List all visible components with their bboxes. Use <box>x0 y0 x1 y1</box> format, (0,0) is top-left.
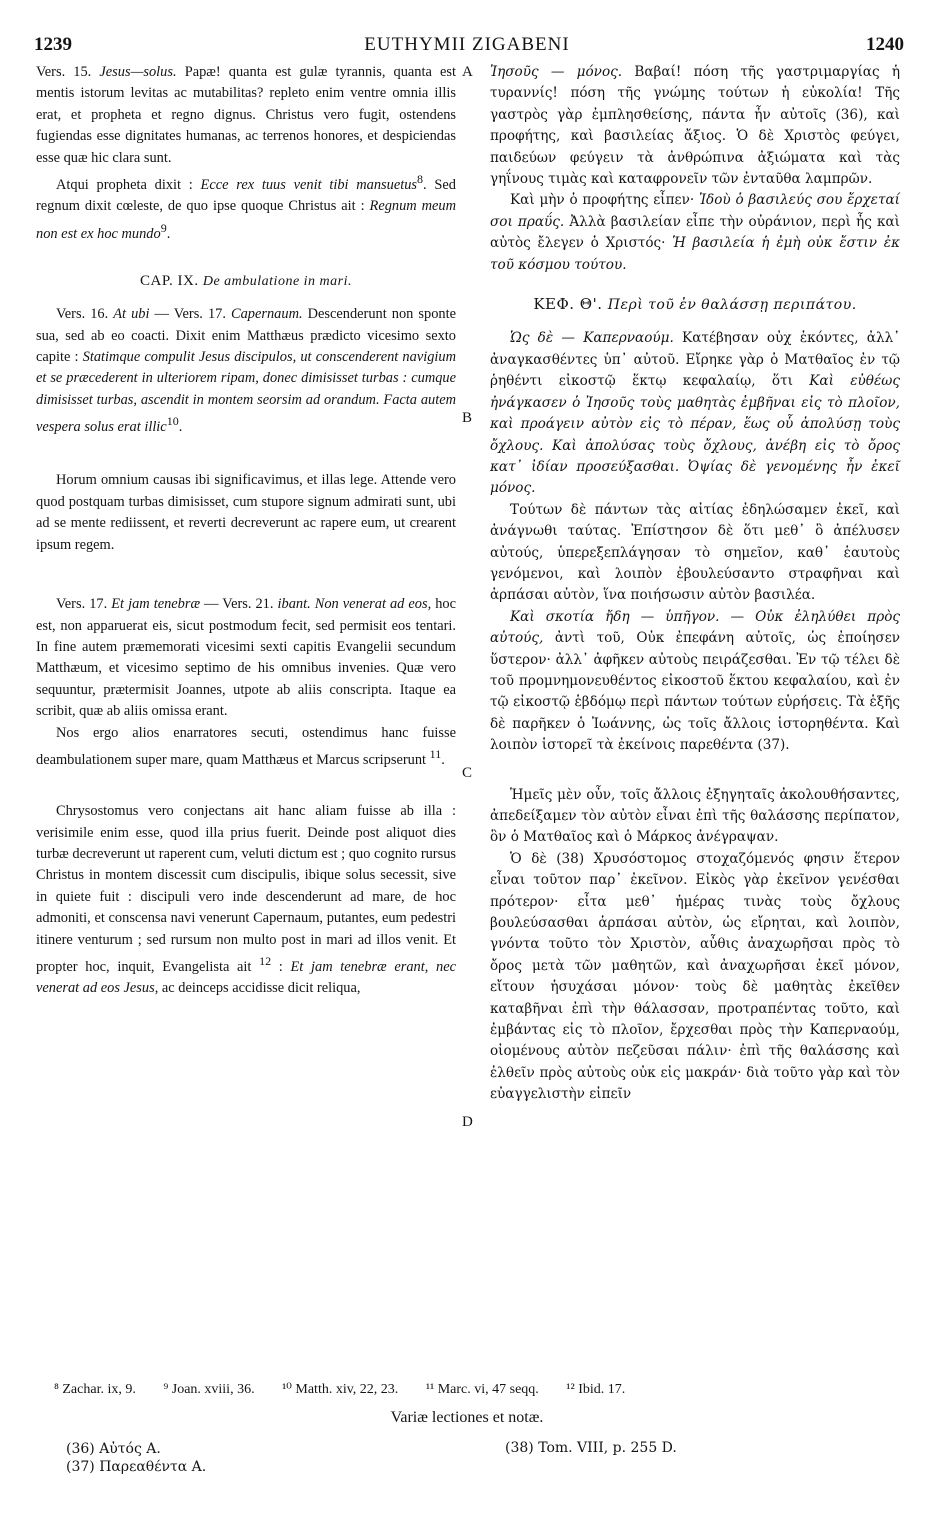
margin-mark-b: B <box>462 410 473 426</box>
lemma: Et jam tenebræ <box>111 596 201 613</box>
greek-paragraph-7 <box>490 849 900 1106</box>
greek-paragraph-6 <box>490 785 900 849</box>
footnote-ref: 9 <box>160 220 167 235</box>
greek-paragraph-5 <box>490 607 900 757</box>
footnote: ¹² Ibid. 17. <box>566 1382 626 1397</box>
footnotes <box>54 1381 904 1398</box>
paragraph-text: Ἡμεῖς μὲν οὖν, τοῖς ἄλλοις ἐξηγηταῖς ἀκολουθήσαντες, ἀπεδείξαμεν τὸν αὐτὸν εἶναι ἐπὶ τῆς θαλάσσης περίπατον, ὃν ὁ Ματθαῖος καὶ ὁ Μάρκος ἀνέγραψαν. <box>490 786 900 846</box>
greek-column <box>490 62 900 1106</box>
greek-paragraph-2 <box>490 190 900 276</box>
lemma: ibant. <box>277 596 311 613</box>
greek-paragraph-3 <box>490 328 900 499</box>
lemma: Jesus—solus. <box>99 64 177 80</box>
margin-mark-a: A <box>462 64 473 80</box>
quotation: Statimque compulit Jesus discipulos, ut conscenderent navigium et se præcederent in ulteriorem ripam, donec dimisisset turbas : cumque dimisisset turbas, ascendit in montem seorsim ad orandum. Facta autem vespera solus erat illic <box>36 349 456 436</box>
paragraph-text: hoc est, non apparuerat eis, sicut postmodum fecit, sed permisit eos tentari. In fine autem præmemorati vicesimi sexti capitis Evangelii secundum Matthæum, et vicesimo septimo de his omnibus invenies. Quæ vero sequuntur, prætermisit Joannes, utpote ab aliis conscripta. Itaque ea scribit, quæ ab aliis omissa erant. <box>36 596 457 720</box>
footnote-ref: 8 <box>417 172 424 187</box>
punctuation: : <box>271 958 283 975</box>
variant-notes-left <box>66 1440 206 1476</box>
margin-mark-d: D <box>462 1114 473 1130</box>
chapter-title: Περὶ τοῦ ἐν θαλάσσῃ περιπάτου. <box>607 297 857 314</box>
verse-ref: Vers. 17. <box>56 596 108 613</box>
footnote-ref: 11 <box>429 746 442 761</box>
dash: — <box>154 306 169 323</box>
latin-paragraph-6 <box>36 723 456 772</box>
latin-paragraph-4 <box>36 470 456 556</box>
paragraph-text: Atqui propheta dixit : <box>56 176 193 193</box>
paragraph-text: ἀντὶ τοῦ, Οὐκ ἐπεφάνη αὐτοῖς, ὡς ἐποίησεν ὕστερον· ἀλλ᾽ ἀφῆκεν αὐτοὺς πειράζεσθαι. Ἐν τῷ τέλει δὲ τοῦ προμνημονευθέντος εἰκοστοῦ ἕκτου κεφαλαίου, καὶ ἐν τῷ εἰκοστῷ ἑβδόμῳ περὶ πάντων τούτων εὑρήσεις. Τὰ ἑξῆς δὲ παρῆκεν ὁ Ἰωάννης, ὡς τοῖς ἄλλοις ἱστορηθέντα. Καὶ λοιπὸν ἱστορεῖ τὰ ἐκείνοις παρεθέντα (37). <box>490 630 901 754</box>
variae-lectiones-title: Variæ lectiones et notæ. <box>390 1409 544 1426</box>
chapter-title: De ambulatione in mari. <box>202 273 352 289</box>
lemma: At ubi <box>113 306 150 323</box>
quotation: Regnum meum non est ex hoc mundo <box>36 198 456 242</box>
paragraph-text: Ὁ δὲ (38) Χρυσόστομος στοχαζόμενός φησιν ἕτερον εἶναι τοῦτον παρ᾽ ἐκεῖνον. Εἰκὸς γὰρ ἐκεῖνον γενέσθαι πρότερον· εἶτα μεθ᾽ ἡμέρας τινὰς τοὺς ὄχλους βουλεύσασθαι ἁρπάσαι αὐτὸν, ὡς εἴρηται, καὶ λοιπὸν, γνόντα τοῦτο τὸν Χριστὸν, αὖθις ἀναχωρῆσαι πρὸς τὸ ὄρος μετὰ τῶν μαθητῶν, καὶ ἀναχωρῆσαι ἐκεῖ μόνον, εἴτουν ἡσυχάσαι μόνον· τοὺς δὲ μαθητὰς ἐκεῖθεν καταβῆναι ἐπὶ τὴν θάλασσαν, προτραπέντας τοῦτο, καὶ ἐμβάντας εἰς τὸ πλοῖον, ἔρχεσθαι πρὸς τὴν Καπερναούμ, οἰομένους αὐτὸν πεζεῦσαι πάλιν· ἐπὶ τῆς θαλάσσης καὶ ἐλθεῖν πρὸς αὐτοὺς οὐκ εἰς μακράν· διὰ τοῦτο γὰρ καὶ τὸν εὐαγγελιστὴν εἰπεῖν <box>490 850 900 1103</box>
greek-paragraph-4 <box>490 500 900 607</box>
variant-note: (37) Παρεαθέντα A. <box>66 1459 207 1475</box>
punctuation: . <box>441 751 445 768</box>
page-number-right: 1240 <box>866 34 904 55</box>
latin-paragraph-7 <box>36 801 456 999</box>
verse-ref: Vers. 16. <box>56 306 109 323</box>
paragraph-text: Κατέβησαν οὐχ ἑκόντες, ἀλλ᾽ ἀναγκασθέντες ὑπ᾽ αὐτοῦ. Εἴρηκε γὰρ ὁ Ματθαῖος ἐν τῷ ῥηθέντι εἰκοστῷ ἕκτῳ κεφαλαίῳ, ὅτι <box>490 330 900 390</box>
latin-paragraph-5 <box>36 594 456 722</box>
greek-paragraph-1 <box>490 62 900 190</box>
verse-ref: Vers. 21. <box>222 596 274 613</box>
punctuation: . <box>178 419 183 436</box>
quotation: Ἡ βασιλεία ἡ ἐμὴ οὐκ ἔστιν ἐκ τοῦ κόσμου τούτου. <box>490 235 900 273</box>
chapter-label: CAP. IX. <box>139 272 199 289</box>
running-header <box>0 34 934 60</box>
paragraph-text: ac deinceps accidisse dicit reliqua, <box>161 980 361 997</box>
page-number-left: 1239 <box>34 34 72 55</box>
lemma: Ἰησοῦς — μόνος. <box>490 64 623 80</box>
quotation: Ἰδοὺ ὁ βασιλεύς σου ἔρχεταί σοι πραΰς. <box>490 192 900 230</box>
verse-ref: Vers. 17. <box>173 306 226 323</box>
quotation: Ecce rex tuus venit tibi mansuetus <box>200 176 418 193</box>
variant-note: (36) Αὐτός A. <box>66 1441 161 1457</box>
lemma: Capernaum. <box>231 306 303 323</box>
paragraph-text: Βαβαί! πόση τῆς γαστριμαργίας ἡ τυραννίς! πόση τῆς γνώμης τούτων ἡ εὐκολία! Τῆς γαστρὸς γὰρ ἐμπλησθείσης, πάντα ἦν αὐτοῖς (36), καὶ προφήτης, καὶ βασιλείας ἄξιος. Ὁ δὲ Χριστὸς φεύγει, παιδεύων φεύγειν τὰ ἀνθρώπινα ἀξιώματα καὶ τὰς γηΐνους τιμὰς καὶ καταφρονεῖν τῶν ἐνταῦθα λαμπρῶν. <box>490 64 900 188</box>
chapter-heading <box>490 294 900 316</box>
paragraph-text: Chrysostomus vero conjectans ait hanc aliam fuisse ab illa : verisimile enim esse, quod illa prius fuerit. Deinde post aliquot dies turbæ decreverunt ut raperent cum, veluti dictum est ; quo cognito rursus Christus in montem discessit cum discipulis, ibique solus secessit, sive in quiete fuit : discipuli vero inde descenderunt ad mare, de hoc admoniti, et conscensa navi venerunt Capernaum, putantes, eum pedestri itinere venturum ; sed rursum non multo post in mari ad illos venit. Et propter hoc, inquit, Evangelista ait <box>36 803 456 975</box>
footnote: ¹¹ Marc. vi, 47 seqq. <box>425 1382 539 1397</box>
variant-note: (38) Tom. VIII, p. 255 D. <box>505 1440 677 1456</box>
variant-notes-right <box>505 1440 677 1456</box>
paragraph-text: Nos ergo alios enarratores secuti, ostendimus hanc fuisse deambulationem super mare, quam Matthæus et Marcus scripserunt <box>36 724 456 768</box>
lemma: Καὶ σκοτία ἤδη — ὑπῆγον. — <box>510 608 745 625</box>
footnote: ¹⁰ Matth. xiv, 22, 23. <box>282 1382 399 1397</box>
latin-paragraph-1 <box>36 62 456 169</box>
quotation: Et jam tenebræ erant, nec venerat ad eos Jesus, <box>36 958 456 997</box>
verse-ref: Vers. 15. <box>36 64 92 80</box>
paragraph-text: Ἀλλὰ βασιλείαν εἶπε τὴν οὐράνιον, περὶ ἧς καὶ αὐτὸς ἔλεγεν ὁ Χριστός· <box>490 213 900 252</box>
latin-paragraph-2 <box>36 169 456 245</box>
paragraph-text: Papæ! quanta est gulæ tyrannis, quanta est mentis istorum levitas ac mutabilitas? repleto enim ventre omnia illis erat, et propheta et regno dignus. Christus vero fugit, ostendens fugiendas esse dignitates humanas, ac terrenos honores, et despiciendas esse quæ hic clara sunt. <box>36 64 456 166</box>
lemma: Non venerat ad eos, <box>314 596 432 613</box>
margin-mark-c: C <box>462 765 473 781</box>
lemma: Ὡς δὲ — Καπερναούμ. <box>510 330 674 347</box>
latin-paragraph-3 <box>36 304 456 438</box>
paragraph-text: . Sed regnum dixit cœleste, de quo ipse quoque Christus ait : <box>36 176 456 215</box>
footnote-ref: 12 <box>259 954 272 968</box>
chapter-heading <box>36 271 456 292</box>
paragraph-text: Horum omnium causas ibi significavimus, et illas lege. Attende vero quod postquam turbas dimisisset, cum stupore signum admirati sunt, ubi ad se mente rediissent, et reverti decreverunt ac rapere eum, ut crearent ipsum regem. <box>36 472 456 553</box>
paragraph-text: Καὶ μὴν ὁ προφήτης εἶπεν· <box>510 192 695 209</box>
footnote-ref: 10 <box>166 414 179 429</box>
footnote: ⁹ Joan. xviii, 36. <box>163 1382 255 1397</box>
chapter-label: ΚΕΦ. Θ'. <box>533 295 603 314</box>
punctuation: . <box>166 225 171 242</box>
latin-column <box>36 62 456 1000</box>
paragraph-text: Τούτων δὲ πάντων τὰς αἰτίας ἐδηλώσαμεν ἐκεῖ, καὶ ἀνάγνωθι ταύτας. Ἐπίστησον δὲ ὅτι μεθ᾽ ὃ ἀπέλυσεν αὐτούς, ὑπερεξεπλάγησαν τὸ σημεῖον, καθ᾽ ἑαυτοὺς γενόμενοι, καὶ λοιπὸν ἐβουλεύσαντο στραφῆναι καὶ ἁρπάσαι αὐτὸν, ἵνα ποιήσωσιν αὐτὸν βασιλέα. <box>490 501 900 604</box>
dash: — <box>204 596 219 613</box>
paragraph-text: Descenderunt non sponte sua, sed ab eo coacti. Dixit enim Matthæus prædicto vicesimo sexto capite : <box>36 306 456 366</box>
running-title: EUTHYMII ZIGABENI <box>364 34 570 55</box>
footnote: ⁸ Zachar. ix, 9. <box>54 1382 136 1397</box>
quotation: Καὶ εὐθέως ἠνάγκασεν ὁ Ἰησοῦς τοὺς μαθητὰς ἐμβῆναι εἰς τὸ πλοῖον, καὶ προάγειν αὐτὸν εἰς τὸ πέραν, ἕως οὗ ἀπολύσῃ τοὺς ὄχλους. Καὶ ἀπολύσας τοὺς ὄχλους, ἀνέβη εἰς τὸ ὄρος κατ᾽ ἰδίαν προσεύξασθαι. Ὀψίας δὲ γενομένης ἦν ἐκεῖ μόνος. <box>490 373 900 497</box>
lemma: Οὐκ ἐληλύθει πρὸς αὐτούς, <box>490 608 900 647</box>
